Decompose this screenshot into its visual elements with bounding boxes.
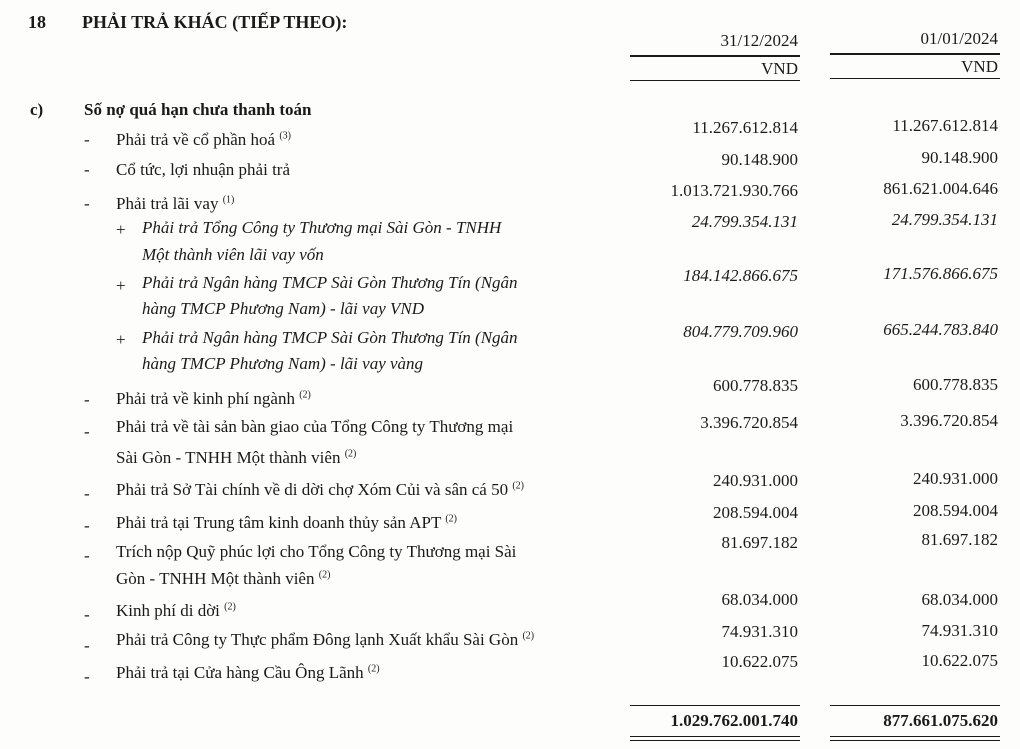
row-label: Phải trả Sở Tài chính về di dời chợ Xóm Củi và sân cá 50 $^{(2)}$ [116,480,525,499]
col1-unit: VND [761,59,798,78]
note-title: PHẢI TRẢ KHÁC (TIẾP THEO): [82,12,348,32]
row-label-line2: hàng TMCP Phương Nam) - lãi vay VND [142,299,424,318]
row-bullet: - [84,422,90,441]
row-label: Phải trả lãi vay $^{(1)}$ [116,194,235,213]
col2-header-rule [830,53,1000,55]
row-label: Phải trả về kinh phí ngành $^{(2)}$ [116,389,311,408]
footnote-ref: (3) [279,130,292,142]
row-value-col1: 240.931.000 [713,471,798,490]
row-label: Phải trả tại Trung tâm kinh doanh thủy sản APT $^{(2)}$ [116,513,457,532]
row-bullet: + [116,220,126,239]
row-bullet: - [84,636,90,655]
row-bullet: - [84,516,90,535]
row-bullet: - [84,390,90,409]
total-col2: 877.661.075.620 [883,711,998,730]
row-label: Kinh phí di dời $^{(2)}$ [116,601,236,620]
row-value-col2: 3.396.720.854 [900,411,998,430]
row-value-col1: 600.778.835 [713,376,798,395]
row-value-col1: 81.697.182 [721,533,798,552]
col1-date: 31/12/2024 [720,31,798,50]
col2-unit: VND [961,57,998,76]
row-value-col2: 600.778.835 [913,375,998,394]
row-value-col1: 184.142.866.675 [683,266,798,285]
row-value-col1: 68.034.000 [721,590,798,609]
footnote-ref: (2) [299,389,311,401]
col1-total-rule-double [630,740,800,741]
row-bullet: - [84,667,90,686]
footnote-ref: (2) [512,480,525,492]
row-bullet: - [84,605,90,624]
footnote-ref: (2) [318,569,331,581]
footnote-ref: (2) [224,601,236,613]
row-bullet: - [84,160,90,179]
row-label-line1: Phải trả Ngân hàng TMCP Sài Gòn Thương Tín (Ngân [142,328,518,347]
row-label-line1: Trích nộp Quỹ phúc lợi cho Tổng Công ty Thương mại Sài [116,542,517,561]
row-bullet: - [84,194,90,213]
row-value-col2: 861.621.004.646 [883,179,998,198]
col2-total-rule-double [830,740,1000,741]
row-value-col2: 665.244.783.840 [883,320,998,339]
row-label-line2: Sài Gòn - TNHH Một thành viên $^{(2)}$ [116,448,357,467]
row-value-col1: 24.799.354.131 [691,212,798,231]
footnote-ref: (1) [222,194,235,206]
footnote-ref: (2) [522,630,535,642]
row-label-line2: hàng TMCP Phương Nam) - lãi vay vàng [142,354,424,373]
row-value-col2: 90.148.900 [921,148,998,167]
row-value-col1: 11.267.612.814 [692,118,798,137]
footnote-ref: (2) [344,448,357,460]
row-value-col2: 24.799.354.131 [891,210,998,229]
footnote-ref: (2) [445,513,457,525]
row-value-col2: 240.931.000 [913,469,998,488]
row-value-col2: 74.931.310 [921,621,998,640]
col2-unit-rule [830,78,1000,79]
row-label: Phải trả tại Cửa hàng Cầu Ông Lãnh $^{(2)}$ [116,663,380,682]
total-col1: 1.029.762.001.740 [670,711,798,730]
row-bullet: + [116,276,126,295]
row-value-col2: 68.034.000 [921,590,998,609]
footnote-ref: (2) [367,663,380,675]
row-value-col2: 10.622.075 [921,651,998,670]
row-value-col2: 208.594.004 [913,501,998,520]
col2-total-rule-top [830,705,1000,706]
row-value-col2: 171.576.866.675 [883,264,998,283]
section-letter: c) [30,100,44,119]
col1-total-rule-top [630,705,800,706]
col1-total-rule-bottom [630,736,800,737]
row-value-col1: 90.148.900 [721,150,798,169]
row-label-line1: Phải trả Tổng Công ty Thương mại Sài Gòn - TNHH [142,218,502,237]
col1-unit-rule [630,80,800,81]
row-bullet: - [84,130,90,149]
row-value-col1: 74.931.310 [721,622,798,641]
row-bullet: - [84,484,90,503]
row-label: Phải trả về cổ phần hoá $^{(3)}$ [116,130,292,149]
col2-date: 01/01/2024 [920,29,998,48]
row-label-line1: Phải trả về tài sản bàn giao của Tổng Công ty Thương mại [116,417,514,436]
row-label-line2: Một thành viên lãi vay vốn [142,245,324,264]
row-value-col1: 208.594.004 [713,503,798,522]
row-label: Phải trả Công ty Thực phẩm Đông lạnh Xuất khẩu Sài Gòn $^{(2)}$ [116,630,535,649]
row-label: Cổ tức, lợi nhuận phải trả [116,160,291,179]
row-value-col2: 81.697.182 [921,530,998,549]
row-label-line2: Gòn - TNHH Một thành viên $^{(2)}$ [116,569,331,588]
note-number: 18 [28,12,46,32]
row-value-col1: 3.396.720.854 [700,413,798,432]
row-value-col1: 1.013.721.930.766 [670,181,798,200]
row-value-col1: 804.779.709.960 [683,322,798,341]
col2-total-rule-bottom [830,736,1000,737]
row-bullet: - [84,546,90,565]
row-value-col2: 11.267.612.814 [892,116,998,135]
row-bullet: + [116,330,126,349]
row-label-line1: Phải trả Ngân hàng TMCP Sài Gòn Thương Tín (Ngân [142,273,518,292]
row-value-col1: 10.622.075 [721,652,798,671]
section-title: Số nợ quá hạn chưa thanh toán [84,100,312,119]
